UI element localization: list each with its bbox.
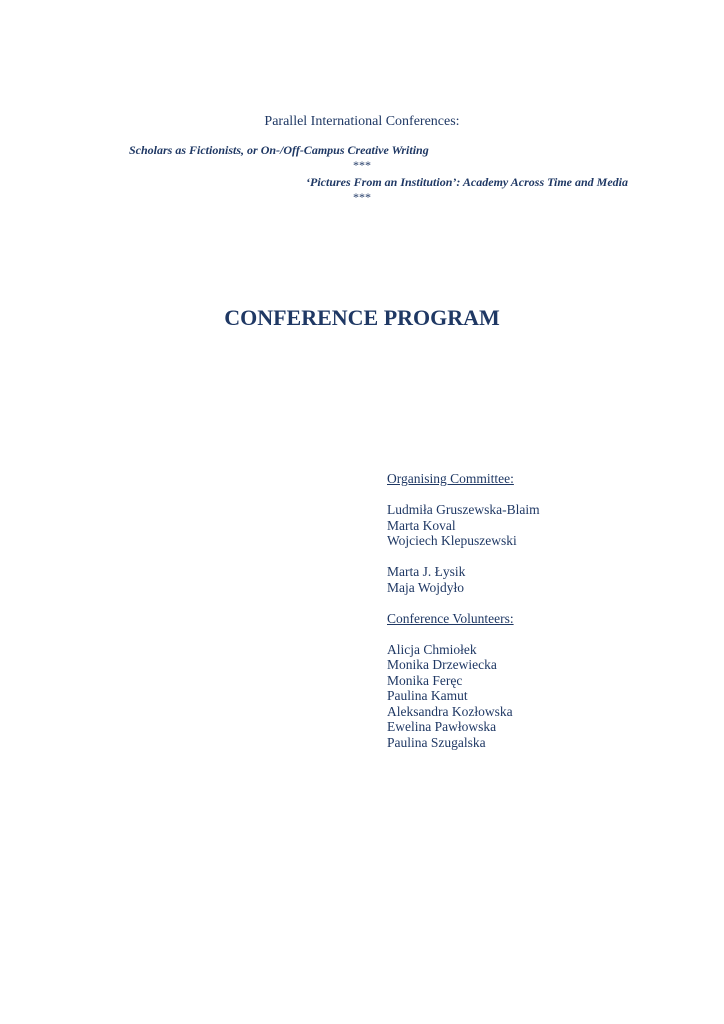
separator-2: *** xyxy=(353,190,371,204)
volunteer-member: Ewelina Pawłowska xyxy=(387,719,497,734)
conference-title-2: ‘Pictures From an Institution’: Academy Across Time and Media xyxy=(306,175,629,189)
conferences-intro: Parallel International Conferences: xyxy=(264,114,460,129)
conference-title-1: Scholars as Fictionists, or On-/Off-Campus Creative Writing xyxy=(129,143,429,157)
separator-1: *** xyxy=(353,158,371,172)
committee-member: Marta Koval xyxy=(387,517,456,533)
volunteer-member: Aleksandra Kozłowska xyxy=(387,703,513,719)
volunteer-member: Alicja Chmiołek xyxy=(387,641,477,657)
committee-member: Wojciech Klepuszewski xyxy=(387,533,517,548)
volunteer-member: Paulina Szugalska xyxy=(387,734,486,750)
page-title: CONFERENCE PROGRAM xyxy=(224,305,500,330)
volunteers-label: Conference Volunteers: xyxy=(387,610,514,626)
committee-member: Marta J. Łysik xyxy=(387,564,466,579)
volunteer-member: Monika Drzewiecka xyxy=(387,657,497,672)
volunteer-member: Monika Feręc xyxy=(387,672,463,688)
committee-block xyxy=(387,471,540,750)
organising-committee-label: Organising Committee: xyxy=(387,471,514,486)
volunteer-member: Paulina Kamut xyxy=(387,688,468,703)
committee-member: Ludmiła Gruszewska-Blaim xyxy=(387,502,540,517)
committee-member: Maja Wojdyło xyxy=(387,579,465,595)
